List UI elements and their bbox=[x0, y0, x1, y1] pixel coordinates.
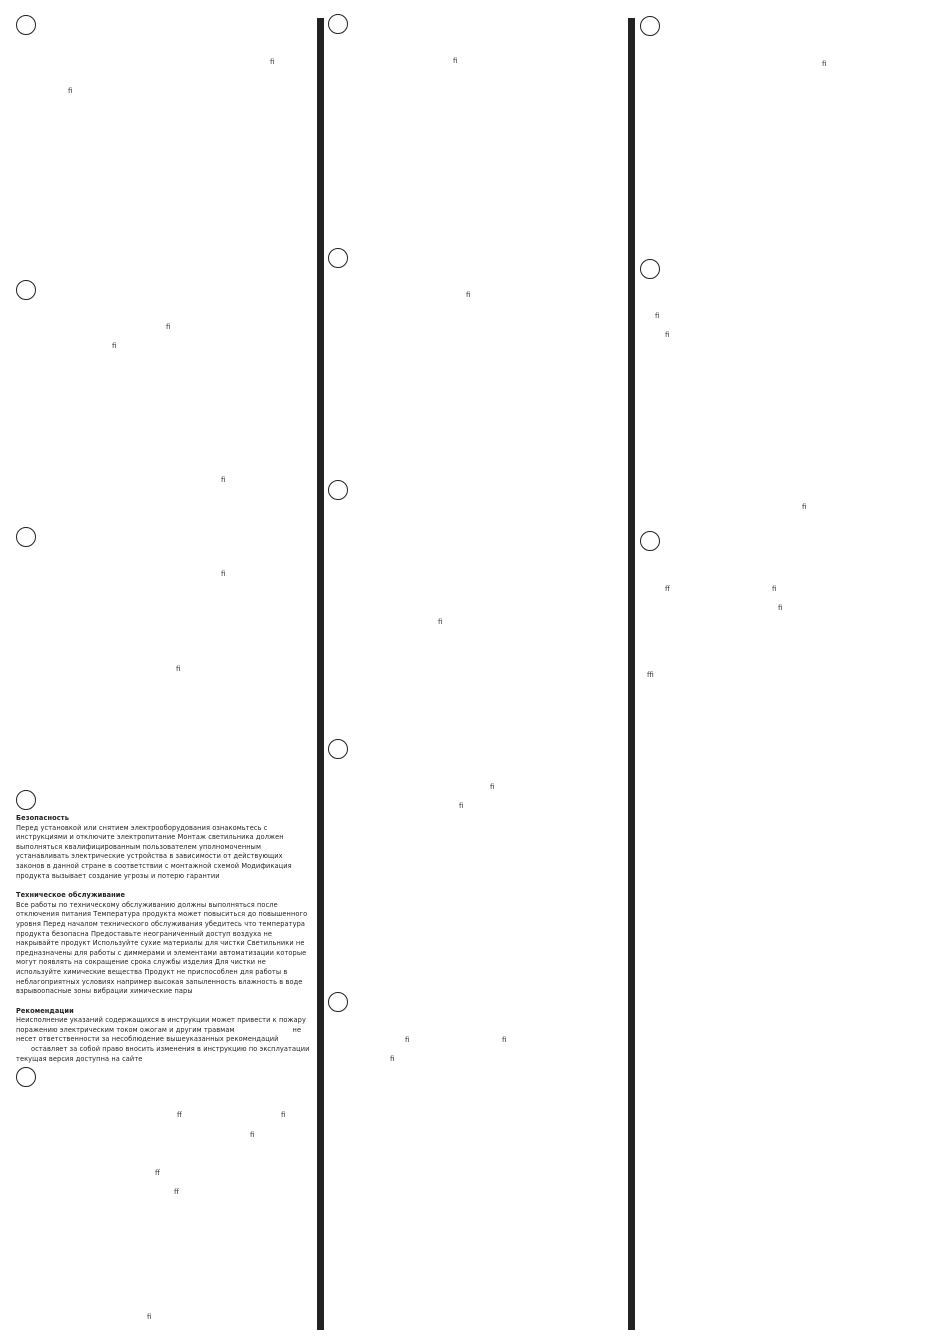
ligature-glyph: fi bbox=[390, 1055, 395, 1063]
ligature-glyph: fi bbox=[68, 87, 73, 95]
ligature-glyph: fi bbox=[270, 58, 275, 66]
safety-heading: Безопасность bbox=[16, 814, 69, 822]
instructions-text-block bbox=[16, 814, 312, 1064]
recommendations-line: несет ответственности за несоблюдение вышеуказанных рекомендаций bbox=[16, 1035, 279, 1044]
maintenance-heading: Техническое обслуживание bbox=[16, 891, 126, 900]
recommendations-line-part: поражению электрическим током ожогам и другим травмам bbox=[16, 1025, 235, 1034]
ligature-glyph: fi bbox=[166, 323, 171, 331]
ligature-glyph: fi bbox=[112, 342, 117, 350]
step-marker-circle bbox=[640, 259, 660, 279]
ligature-glyph: fi bbox=[655, 312, 660, 320]
column-divider-2 bbox=[628, 18, 635, 1330]
ligature-glyph: fi bbox=[502, 1036, 507, 1044]
ligature-glyph: fi bbox=[802, 503, 807, 511]
ligature-glyph: fi bbox=[459, 802, 464, 810]
step-marker-circle bbox=[328, 248, 348, 268]
recommendations-line-part: не bbox=[292, 1025, 302, 1034]
ligature-glyph: fi bbox=[147, 1313, 152, 1321]
safety-body: Перед установкой или снятием электрооборудования ознакомьтесь с инструкциями и отключите электропитание Монтаж светильника должен выполняться квалифицированным пользователем уполномоченным устанавливать электрические устройства в зависимости от действующих законов в данной стране в соответствии с монтажной схемой Модификация продукта вызывает создание угрозы и потерю гарантии bbox=[16, 823, 292, 880]
ligature-glyph: fi bbox=[438, 618, 443, 626]
ligature-glyph: fi bbox=[665, 331, 670, 339]
ligature-glyph: fi bbox=[250, 1131, 255, 1139]
ligature-glyph: fi bbox=[466, 291, 471, 299]
step-marker-circle bbox=[640, 16, 660, 36]
recommendations-line bbox=[16, 1026, 312, 1036]
recommendations-line: текущая версия доступна на сайте bbox=[16, 1054, 143, 1063]
ligature-glyph: ff bbox=[177, 1111, 182, 1119]
ligature-glyph: ff bbox=[174, 1188, 179, 1196]
recommendations-line: оставляет за собой право вносить изменения в инструкцию по эксплуатации bbox=[31, 1045, 310, 1054]
ligature-glyph: fi bbox=[176, 665, 181, 673]
ligature-glyph: fi bbox=[221, 570, 226, 578]
column-divider-1 bbox=[317, 18, 324, 1330]
ligature-glyph: fi bbox=[772, 585, 777, 593]
step-marker-circle bbox=[328, 480, 348, 500]
maintenance-body: Все работы по техническому обслуживанию должны выполняться после отключения питания Температура продукта может повыситься до повышенного уровня Перед началом технического обслуживания убедитесь что температура продукта безопасна Предоставьте неограниченный доступ воздуха не накрывайте продукт Используйте сухие материалы для чистки Светильники не предназначены для работы с диммерами и элементами автоматизации которые могут появлять на сокращение срока службы изделия Для чистки не используйте химические вещества Продукт не приспособлен для работы в неблагоприятных условиях например высокая запыленность влажность в воде взрывоопасные зоны вибрации химические пары bbox=[16, 900, 308, 996]
step-marker-circle bbox=[328, 14, 348, 34]
recommendations-heading: Рекомендации bbox=[16, 1006, 74, 1015]
step-marker-circle bbox=[640, 531, 660, 551]
step-marker-circle bbox=[16, 15, 36, 35]
step-marker-circle bbox=[16, 790, 36, 810]
step-marker-circle bbox=[16, 527, 36, 547]
ligature-glyph: ff bbox=[155, 1169, 160, 1177]
ligature-glyph: fi bbox=[453, 57, 458, 65]
ligature-glyph: fi bbox=[405, 1036, 410, 1044]
recommendations-line: Неисполнение указаний содержащихся в инструкции может привести к пожару bbox=[16, 1016, 306, 1025]
step-marker-circle bbox=[328, 992, 348, 1012]
ligature-glyph: ffi bbox=[647, 671, 654, 679]
step-marker-circle bbox=[328, 739, 348, 759]
ligature-glyph: fi bbox=[778, 604, 783, 612]
ligature-glyph: fi bbox=[221, 476, 226, 484]
step-marker-circle bbox=[16, 1067, 36, 1087]
ligature-glyph: fi bbox=[822, 60, 827, 68]
ligature-glyph: ff bbox=[665, 585, 670, 593]
ligature-glyph: fi bbox=[490, 783, 495, 791]
step-marker-circle bbox=[16, 280, 36, 300]
ligature-glyph: fi bbox=[281, 1111, 286, 1119]
